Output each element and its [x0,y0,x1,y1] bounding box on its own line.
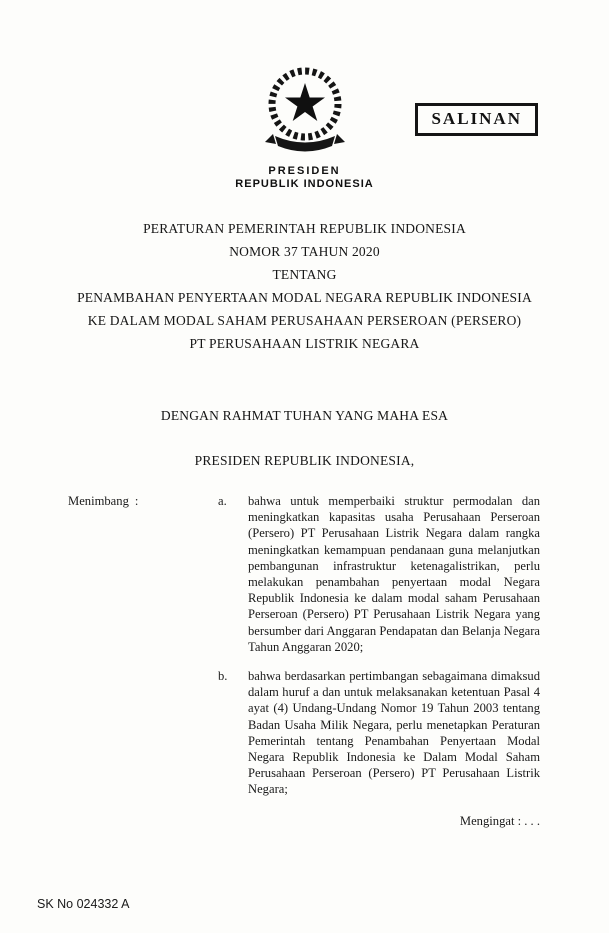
title-line-5: KE DALAM MODAL SAHAM PERUSAHAAN PERSEROAN (PERSERO) [87,313,522,328]
considering-label-text: Menimbang [68,494,129,508]
letterhead-presiden: PRESIDEN [268,165,341,177]
item-marker-a: a. [218,494,227,508]
regulation-title [40,217,569,355]
doc-number: SK No 024332 A [37,897,130,911]
title-line-1: PERATURAN PEMERINTAH REPUBLIK INDONESIA [143,221,466,236]
considering-label-colon: : [134,494,139,508]
salinan-stamp-label: SALINAN [431,109,522,128]
item-text-a: bahwa untuk memperbaiki struktur permodalan dan meningkatkan kapasitas usaha Perusahaan Perseroan (Persero) PT Perusahaan Listrik Negara dalam rangka meningkatkan kemampuan pendanaan guna melanjutkan pembangunan infrastruktur ketenagalistrikan, perlu melakukan penambahan penyertaan modal Negara Republik Indonesia ke dalam modal saham Perusahaan Perseroan (Persero) PT Perusahaan Listrik Negara yang bersumber dari Anggaran Pendapatan dan Belanja Negara Tahun Anggaran 2020; [248,494,540,654]
letterhead-republik-indonesia: REPUBLIK INDONESIA [235,178,374,190]
item-marker-b: b. [218,669,228,684]
considering-item-b [68,668,540,798]
considering-label [68,493,218,509]
presidential-emblem-icon [0,60,609,162]
title-line-6: PT PERUSAHAAN LISTRIK NEGARA [189,336,420,351]
invocation-line: DENGAN RAHMAT TUHAN YANG MAHA ESA [160,408,449,423]
title-line-2: NOMOR 37 TAHUN 2020 [229,244,380,259]
considering-section [68,493,540,829]
letterhead [0,165,609,190]
considering-item-a [68,493,540,655]
title-line-3: TENTANG [272,267,337,282]
item-text-b: bahwa berdasarkan pertimbangan sebagaimana dimaksud dalam huruf a dan untuk melaksanakan ketentuan Pasal 4 ayat (4) Undang-Undang Nomor 19 Tahun 2003 tentang Badan Usaha Milik Negara, perlu menetapkan Peraturan Pemerintah tentang Penambahan Penyertaan Modal Negara Republik Indonesia ke Dalam Modal Saham Perusahaan Perseroan (Persero) PT Perusahaan Listrik Negara; [248,669,540,797]
continuation-line: Mengingat : . . . [459,813,540,828]
title-line-4: PENAMBAHAN PENYERTAAN MODAL NEGARA REPUBLIK INDONESIA [77,290,532,305]
authority-line: PRESIDEN REPUBLIK INDONESIA, [194,453,415,468]
